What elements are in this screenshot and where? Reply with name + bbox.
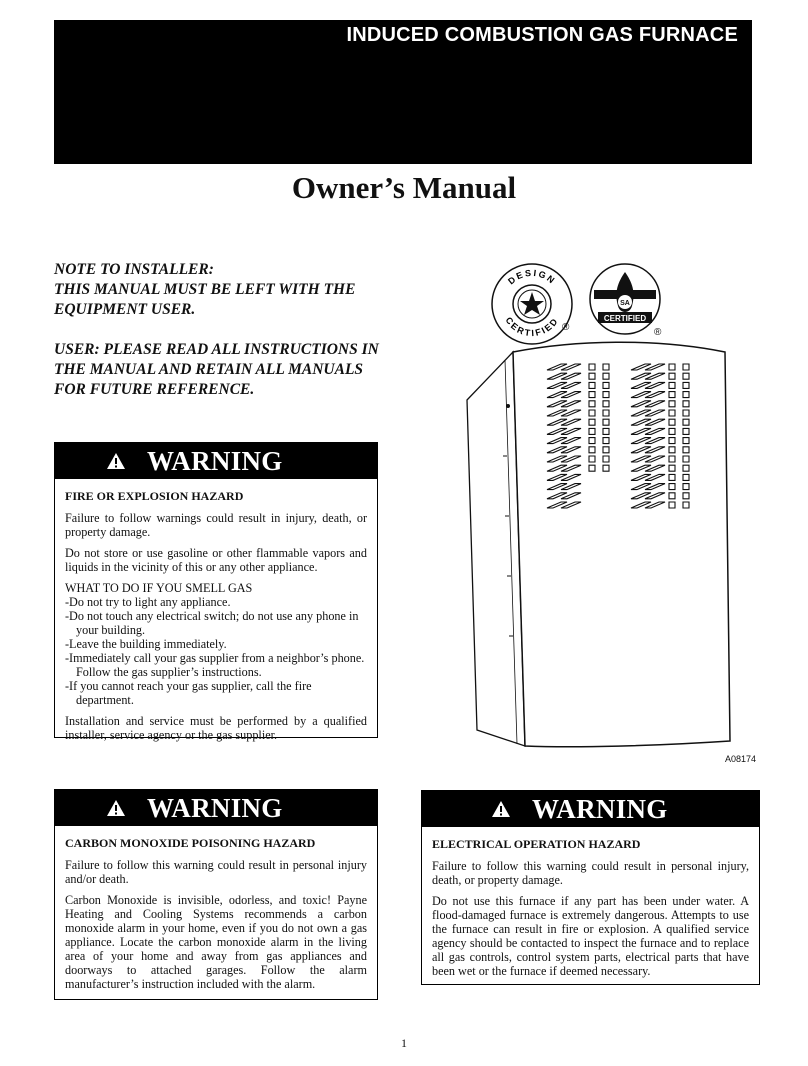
warning-box-electrical [421,790,760,985]
warning-text: Failure to follow this warning could result in personal injury and/or death. [65,858,367,886]
figure-label: A08174 [725,754,757,764]
page-title: Owner’s Manual [291,170,517,205]
note-block [54,260,394,420]
warning-header [55,443,377,479]
design-logo-mark: ® [562,322,570,333]
hazard-title: CARBON MONOXIDE POISONING HAZARD [65,836,316,850]
warning-triangle-icon [107,453,125,469]
warning-header [55,790,377,826]
header-title: INDUCED COMBUSTION GAS FURNACE [346,24,738,46]
design-logo-bottom-text: CERTIFIED [503,315,561,339]
note-installer: NOTE TO INSTALLER: THIS MANUAL MUST BE LEFT WITH THE EQUIPMENT USER. [54,261,356,318]
warning-header [422,791,759,827]
design-certified-logo [490,262,574,346]
warning-label: WARNING [532,793,668,824]
svg-text:SA: SA [620,300,630,307]
csa-certified-logo [588,262,662,336]
list-item: -If you cannot reach your gas supplier, call the fire department. [65,679,312,707]
warning-triangle-icon [107,800,125,816]
warning-triangle-icon [492,801,510,817]
furnace-illustration [455,336,740,751]
warning-box-fire [54,442,378,742]
warning-label: WARNING [147,445,283,476]
warning-text: Do not use this furnace if any part has been under water. A flood-damaged furnace is extremely dangerous. Attempts to use the furnace can result in fire or explosion. A qualified service agency should be contacted to inspect the furnace and to replace all gas controls, control system parts, electrical parts that have been wet or the furnace if deemed necessary. [432,894,749,978]
design-logo-top-text: DESIGN [506,267,558,287]
warning-label: WARNING [147,792,283,823]
warning-text: Failure to follow warnings could result in injury, death, or property damage. [65,511,367,539]
csa-logo-text: CERTIFIED [603,314,647,323]
warning-text: Carbon Monoxide is invisible, odorless, and toxic! Payne Heating and Cooling Systems recommends a carbon monoxide alarm in your home, even if you do not own a gas appliance. Locate the carbon monoxide alarm in the living area of your home and away from gas appliances and doorways to attached garages. Follow the alarm manufacturer’s instruction included with the alarm. [65,893,367,991]
what-to-do-heading: WHAT TO DO IF YOU SMELL GAS [65,581,253,595]
list-item: -Do not touch any electrical switch; do not use any phone in your building. [65,609,359,637]
hazard-title: FIRE OR EXPLOSION HAZARD [65,489,244,503]
csa-logo-mark: ® [654,327,662,338]
note-user: USER: PLEASE READ ALL INSTRUCTIONS IN THE MANUAL AND RETAIN ALL MANUALS FOR FUTURE REFERENCE. [54,341,379,398]
page-number: 1 [401,1036,407,1050]
warning-box-carbon-monoxide [54,789,378,1000]
hazard-title: ELECTRICAL OPERATION HAZARD [432,837,641,851]
warning-text: Do not store or use gasoline or other flammable vapors and liquids in the vicinity of this or any other appliance. [65,546,367,574]
list-item: -Leave the building immediately. [65,637,227,651]
header-band [54,20,752,164]
list-item: -Immediately call your gas supplier from a neighbor’s phone. Follow the gas supplier’s instructions. [65,651,365,679]
list-item: -Do not try to light any appliance. [65,595,231,609]
warning-text: Installation and service must be performed by a qualified installer, service agency or the gas supplier. [65,714,367,742]
warning-text: Failure to follow this warning could result in personal injury, death, or property damage. [432,859,749,887]
